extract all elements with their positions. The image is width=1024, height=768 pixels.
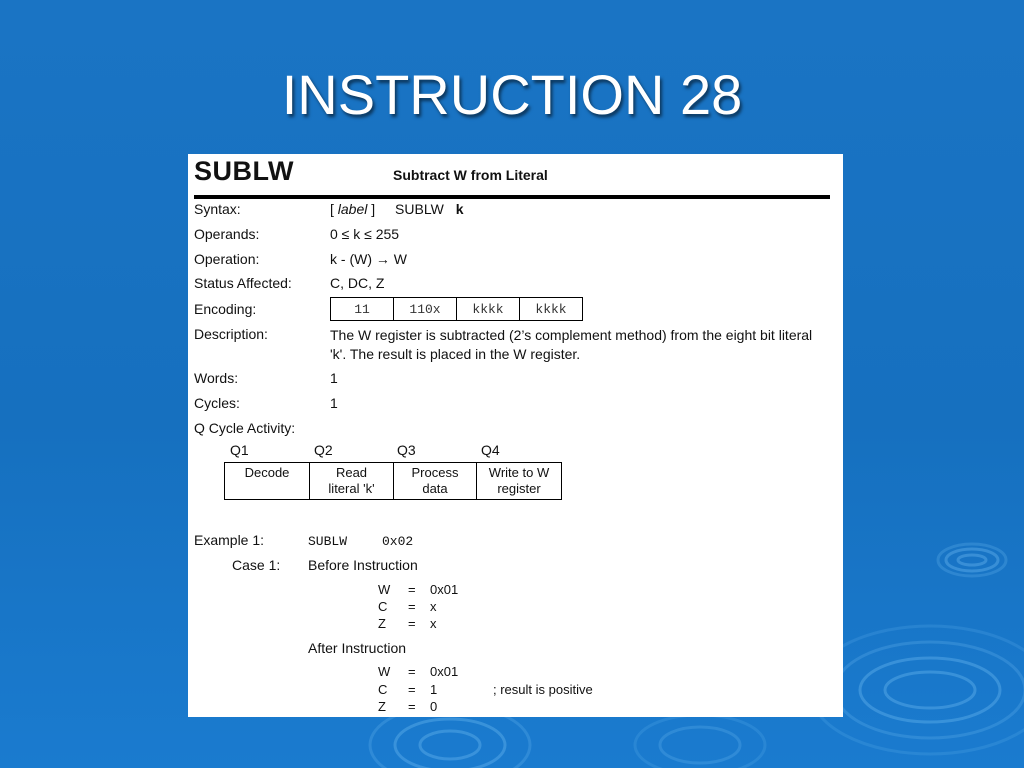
cycles-value: 1 [330, 395, 338, 411]
operands-value: 0 ≤ k ≤ 255 [330, 226, 400, 242]
example-code: SUBLW [308, 534, 348, 549]
before-eq: = [408, 582, 416, 597]
before-reg: Z [378, 616, 386, 631]
q-cycle-cell [477, 463, 562, 500]
q-cycle-header: Q4 [481, 442, 500, 458]
q-cycle-cell-line: Process [411, 465, 459, 480]
after-val: 0 [430, 699, 438, 714]
encoding-cell: kkkk [520, 298, 583, 321]
syntax-label-word: label [337, 201, 368, 217]
syntax-label: Syntax: [194, 201, 241, 217]
status-affected-label: Status Affected: [194, 275, 292, 291]
q-cycle-header: Q3 [397, 442, 416, 458]
words-value: 1 [330, 370, 338, 386]
cycles-label: Cycles: [194, 395, 240, 411]
encoding-cell: 11 [331, 298, 394, 321]
encoding-table [330, 297, 583, 321]
example-operand: 0x02 [382, 534, 414, 549]
q-cycle-cell-line: Decode [244, 465, 290, 480]
operands-label: Operands: [194, 226, 260, 242]
after-val: 1 [430, 682, 438, 697]
operation-value: k - (W) → W [330, 251, 407, 267]
encoding-cell: kkkk [457, 298, 520, 321]
before-eq: = [408, 616, 416, 631]
header-rule [194, 195, 830, 199]
syntax-opcode: SUBLW [395, 201, 444, 217]
after-eq: = [408, 682, 416, 697]
syntax-open-bracket: [ [330, 201, 334, 217]
before-eq: = [408, 599, 416, 614]
instruction-mnemonic: SUBLW [194, 156, 294, 186]
description-text: The W register is subtracted (2’s complement method) from the eight bit literal 'k'. The result is placed in the W register. [330, 327, 813, 362]
slide-title: INSTRUCTION 28 [281, 63, 743, 126]
before-reg: C [378, 599, 388, 614]
instruction-subtitle: Subtract W from Literal [393, 167, 548, 183]
operation-label: Operation: [194, 251, 260, 267]
case-label: Case 1: [232, 557, 281, 573]
encoding-cell: 110x [394, 298, 457, 321]
after-eq: = [408, 699, 416, 714]
before-val: 0x01 [430, 582, 459, 597]
syntax-value [330, 201, 463, 217]
syntax-argument: k [455, 201, 464, 217]
before-val: x [430, 599, 437, 614]
after-reg: C [378, 682, 388, 697]
after-eq: = [408, 664, 416, 679]
q-cycle-cell-line: Write to W [488, 465, 550, 480]
status-affected-value: C, DC, Z [330, 275, 385, 291]
after-reg: Z [378, 699, 386, 714]
words-label: Words: [194, 370, 239, 386]
q-cycle-cell-line: Read [335, 465, 368, 480]
q-cycle-cell-line: register [497, 481, 541, 496]
after-instruction-label: After Instruction [308, 640, 407, 656]
q-cycle-header: Q2 [314, 442, 333, 458]
after-note: ; result is positive [493, 682, 593, 697]
q-cycle-label: Q Cycle Activity: [194, 420, 296, 436]
before-instruction-label: Before Instruction [308, 557, 418, 573]
instruction-datasheet [188, 154, 843, 717]
before-val: x [430, 616, 437, 631]
q-cycle-table [224, 462, 562, 500]
after-val: 0x01 [430, 664, 459, 679]
syntax-close-bracket: ] [371, 201, 376, 217]
example-label: Example 1: [194, 532, 265, 548]
encoding-label: Encoding: [194, 301, 257, 317]
q-cycle-cell [225, 463, 310, 500]
q-cycle-cell [394, 463, 477, 500]
q-cycle-cell-line: data [422, 481, 448, 496]
description-label: Description: [194, 326, 268, 342]
before-reg: W [378, 582, 391, 597]
q-cycle-cell [310, 463, 394, 500]
q-cycle-cell-line: literal 'k' [328, 481, 375, 496]
after-reg: W [378, 664, 391, 679]
q-cycle-header: Q1 [230, 442, 249, 458]
